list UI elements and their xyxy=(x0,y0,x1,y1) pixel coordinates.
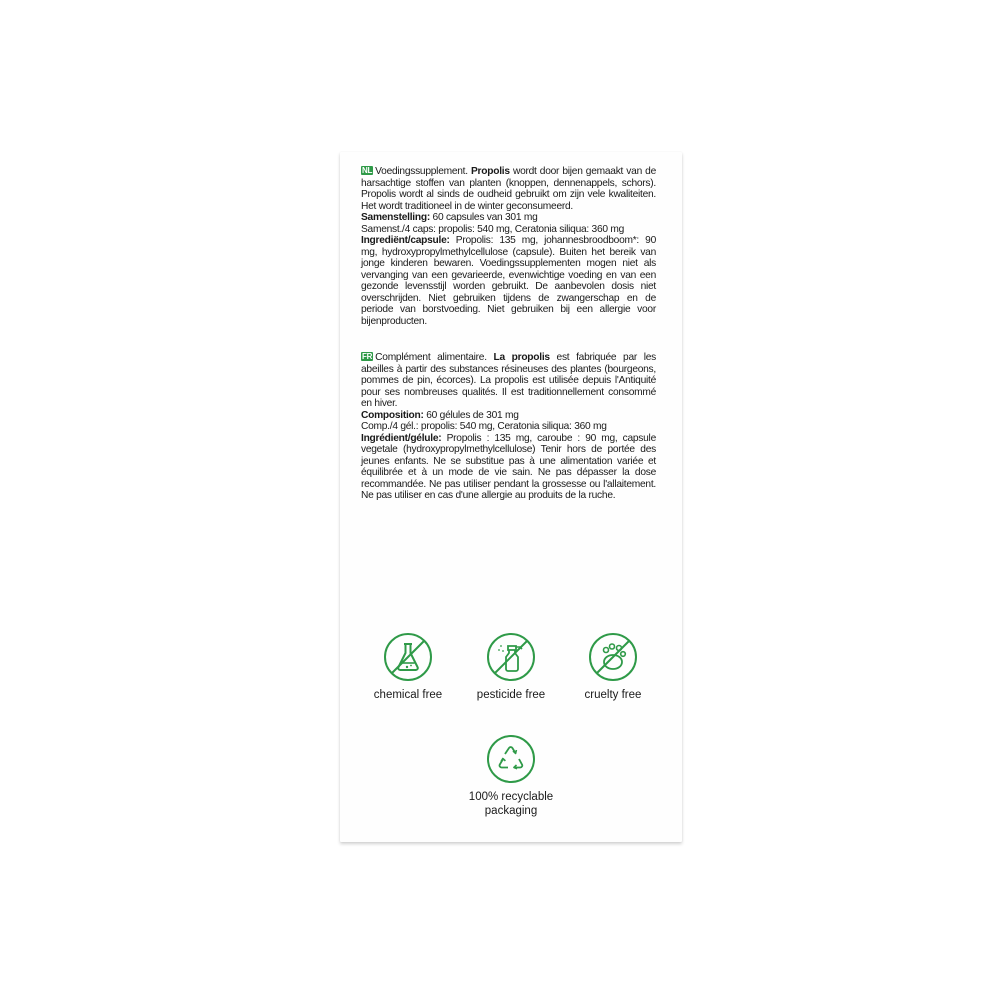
dutch-dose-line: Samenst./4 caps: propolis: 540 mg, Ceratonia siliqua: 360 mg xyxy=(361,223,625,235)
cruelty-free-label: cruelty free xyxy=(584,689,642,701)
recyclable-label-line1: 100% recyclable xyxy=(468,791,554,803)
pesticide-free-label: pesticide free xyxy=(476,689,546,701)
dutch-text-block xyxy=(361,166,656,327)
nl-language-tag: NL xyxy=(362,166,373,175)
french-ingredient-label: Ingrédient/gélule: xyxy=(361,432,442,444)
dutch-ingredient-value: Propolis: 135 mg, johannesbroodboom*: 90 mg, hydroxypropylmethylcellulose (capsule). Buiten het bereik van jonge kinderen bewaren. Voedingssupplementen mogen niet als vervanging van een gevarieerde, evenwichtige voeding en van een gezonde levensstijl worden gebruikt. De aanbevolen dosis niet overschrijden. Niet gebruiken tijdens de zwangerschap en de periode van borstvoeding. Niet gebruiken bij een allergie voor bijenproducten. xyxy=(361,235,656,327)
product-box-panel xyxy=(340,152,682,842)
dutch-composition-value: 60 capsules van 301 mg xyxy=(429,212,538,223)
flask-crossed-icon xyxy=(383,632,433,682)
french-ingredients xyxy=(361,433,656,502)
french-composition-label: Composition: xyxy=(361,409,424,421)
french-composition xyxy=(361,410,656,422)
french-dose-line: Comp./4 gél.: propolis: 540 mg, Ceratonia siliqua: 360 mg xyxy=(361,421,607,432)
spray-bottle-crossed-icon xyxy=(486,632,536,682)
recyclable-label-line2: packaging xyxy=(484,805,538,817)
dutch-composition xyxy=(361,212,656,224)
fr-language-tag: FR xyxy=(362,352,373,361)
french-ingredient-value: Propolis : 135 mg, caroube : 90 mg, capsule vegetale (hydroxypropylmethylcellulose) Tenir hors de portée des jeunes enfants. Ne se substitue pas à une alimentation variée et équilibrée et à un mode de vie sain. Ne pas dépasser la dose recommandée. Ne pas utiliser pendant la grossesse ou l'allaitement. Ne pas utiliser en cas d'une allergie au produits de la ruche. xyxy=(361,432,656,501)
dutch-product-name: Propolis xyxy=(471,166,510,177)
french-text-block xyxy=(361,352,656,502)
french-intro xyxy=(361,352,656,410)
french-product-name: La propolis xyxy=(493,352,550,363)
recycle-icon xyxy=(486,734,536,784)
cruelty-free-badge xyxy=(553,632,673,702)
dutch-ingredients xyxy=(361,235,656,327)
chemical-free-label: chemical free xyxy=(373,689,443,701)
french-composition-value: 60 gélules de 301 mg xyxy=(423,409,519,421)
dutch-intro xyxy=(361,166,656,212)
dutch-ingredient-label: Ingrediënt/capsule: xyxy=(361,235,450,246)
dutch-composition-label: Samenstelling: xyxy=(361,212,430,223)
french-intro-text: Complément alimentaire. xyxy=(375,352,494,363)
dutch-intro-text: Voedingssupplement. xyxy=(375,166,472,177)
chemical-free-badge xyxy=(348,632,468,702)
recyclable-packaging-badge xyxy=(451,734,571,818)
paw-crossed-icon xyxy=(588,632,638,682)
french-intro-description: est fabriquée par les abeilles à partir des substances résineuses des plantes (bourgeons, pommes de pin, écorces). La propolis est utilisée depuis l'Antiquité pour ses nombreuses qualités. Il est traditionnellement consommé en hiver. xyxy=(361,352,657,409)
dutch-intro-description: wordt door bijen gemaakt van de harsachtige stoffen van planten (knoppen, dennenappels, schors). Propolis wordt al sinds de oudheid gebruikt om zijn vele kwaliteiten. Het wordt traditioneel in de winter geconsumeerd. xyxy=(361,166,656,212)
